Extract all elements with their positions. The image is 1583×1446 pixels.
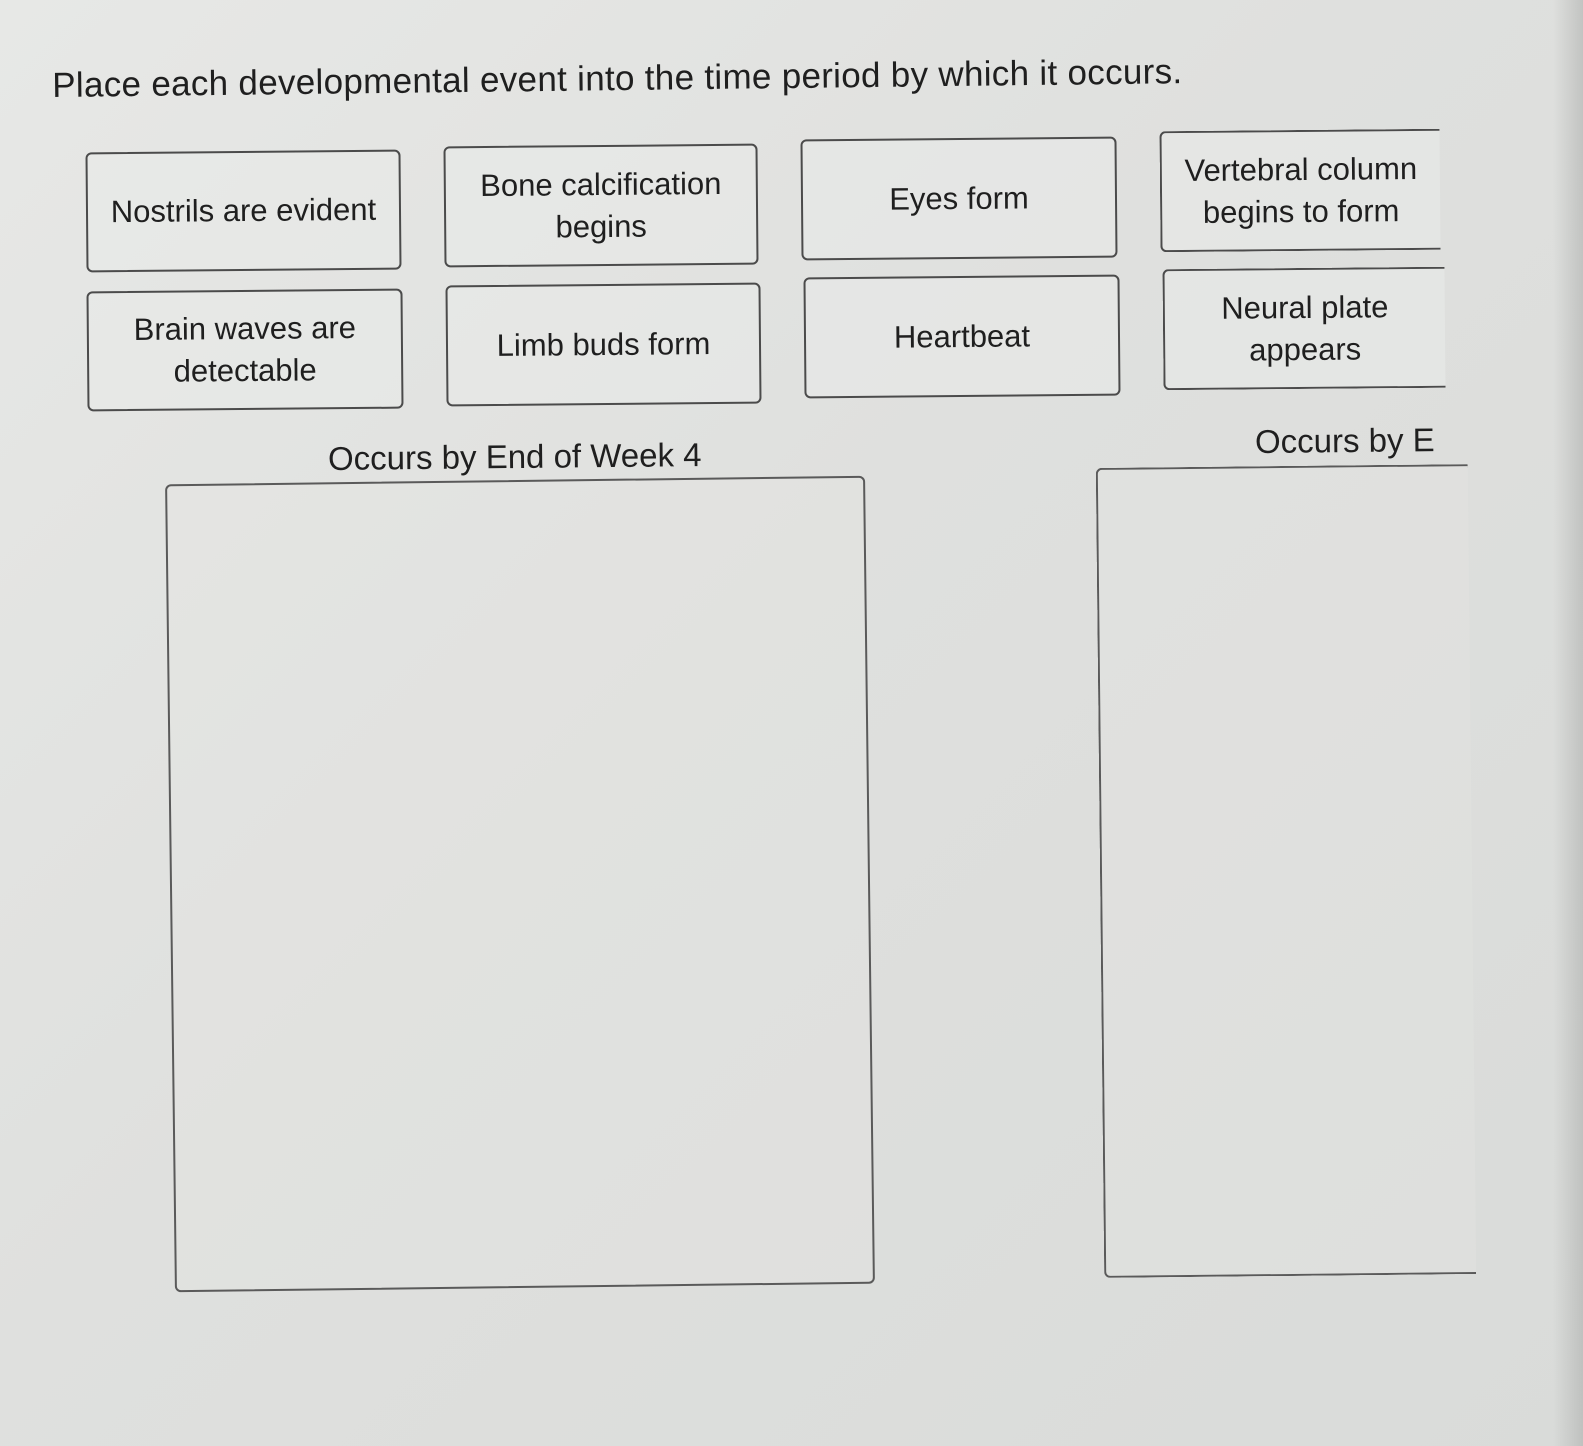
event-chip-vertebral-column[interactable] — [1159, 129, 1440, 252]
event-chip-label: Bone calcification begins — [480, 165, 722, 244]
event-chip-neural-plate[interactable] — [1162, 267, 1445, 390]
event-chip-label: Limb buds form — [496, 325, 711, 363]
event-chip-eyes-form[interactable] — [800, 137, 1117, 261]
event-chip-label: Eyes form — [889, 179, 1029, 217]
event-chip-limb-buds[interactable] — [445, 283, 761, 407]
screen-edge — [1553, 0, 1583, 1446]
dropzone-right[interactable] — [1096, 464, 1476, 1278]
zone-label-week4: Occurs by End of Week 4 — [327, 436, 702, 477]
dropzone-week4[interactable] — [165, 476, 875, 1292]
event-chip-brain-waves[interactable] — [86, 289, 403, 412]
event-chip-label: Vertebral column begins to form — [1184, 150, 1418, 230]
event-chip-label: Nostrils are evident — [110, 191, 377, 230]
event-chip-label: Neural plate appears — [1221, 288, 1389, 367]
event-chip-heartbeat[interactable] — [803, 275, 1120, 399]
zone-label-right: Occurs by E — [1254, 421, 1435, 460]
instruction-text: Place each developmental event into the time period by which it occurs. — [52, 52, 1183, 105]
event-chip-label: Brain waves are detectable — [133, 310, 357, 389]
event-chip-nostrils[interactable] — [85, 150, 401, 273]
event-chip-bone-calcification[interactable] — [443, 144, 758, 268]
event-chip-label: Heartbeat — [893, 317, 1031, 355]
